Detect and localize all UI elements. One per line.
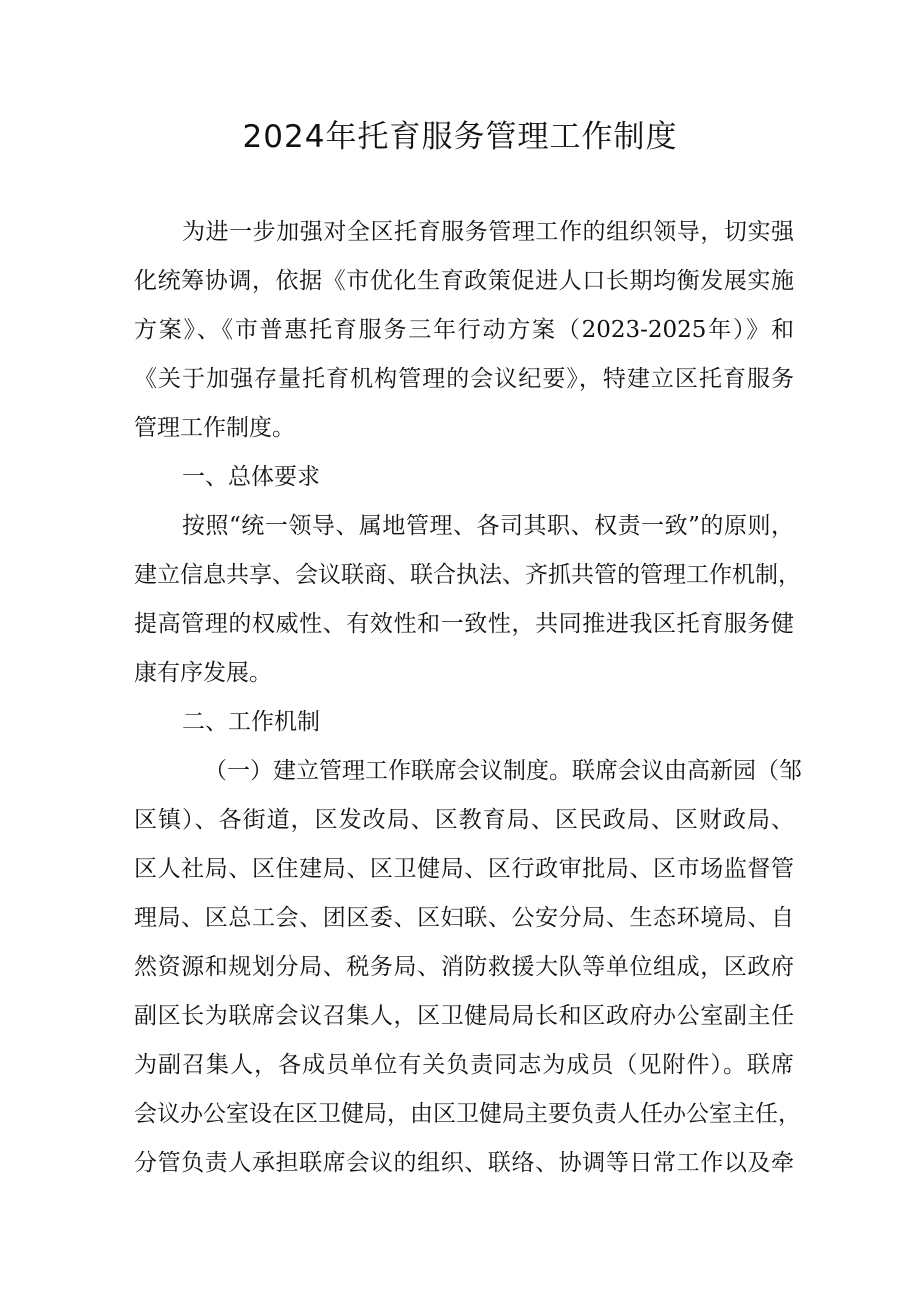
paragraph-line: 会议办公室设在区卫健局，由区卫健局主要负责人任办公室主任，: [134, 1101, 801, 1127]
paragraph-line: 然资源和规划分局、税务局、消防救援大队等单位组成，区政府: [134, 954, 794, 980]
paragraph-line: 按照“统一领导、属地管理、各司其职、权责一致”的原则，: [182, 513, 794, 539]
section-heading: 一、总体要求: [182, 464, 320, 490]
paragraph-line: 《关于加强存量托育机构管理的会议纪要》，特建立区托育服务: [134, 366, 794, 392]
paragraph-line: 为进一步加强对全区托育服务管理工作的组织领导，切实强: [182, 219, 794, 245]
paragraph-line: 副区长为联席会议召集人，区卫健局局长和区政府办公室副主任: [134, 1003, 794, 1029]
paragraph-line: （一）建立管理工作联席会议制度。联席会议由高新园（邹: [204, 758, 802, 784]
paragraph-line: 理局、区总工会、团区委、区妇联、公安分局、生态环境局、自: [134, 905, 794, 931]
paragraph-line: 区人社局、区住建局、区卫健局、区行政审批局、区市场监督管: [134, 856, 794, 882]
paragraph-line: 为副召集人，各成员单位有关负责同志为成员（见附件）。联席: [134, 1052, 794, 1078]
paragraph-line: 提高管理的权威性、有效性和一致性，共同推进我区托育服务健: [134, 611, 794, 637]
document-title: 2024年托育服务管理工作制度: [242, 119, 678, 155]
section-heading: 二、工作机制: [182, 709, 320, 735]
paragraph-line: 方案》、《市普惠托育服务三年行动方案（2023-2025年）》和: [134, 317, 794, 343]
paragraph-line: 分管负责人承担联席会议的组织、联络、协调等日常工作以及牵: [134, 1150, 794, 1176]
paragraph-line: 建立信息共享、会议联商、联合执法、齐抓共管的管理工作机制，: [134, 562, 801, 588]
paragraph-line: 区镇）、各街道，区发改局、区教育局、区民政局、区财政局、: [134, 807, 794, 833]
document-body: [134, 208, 802, 1188]
paragraph-line: 管理工作制度。: [134, 415, 295, 441]
paragraph-line: 化统筹协调，依据《市优化生育政策促进人口长期均衡发展实施: [134, 268, 794, 294]
paragraph-line: 康有序发展。: [134, 660, 272, 686]
